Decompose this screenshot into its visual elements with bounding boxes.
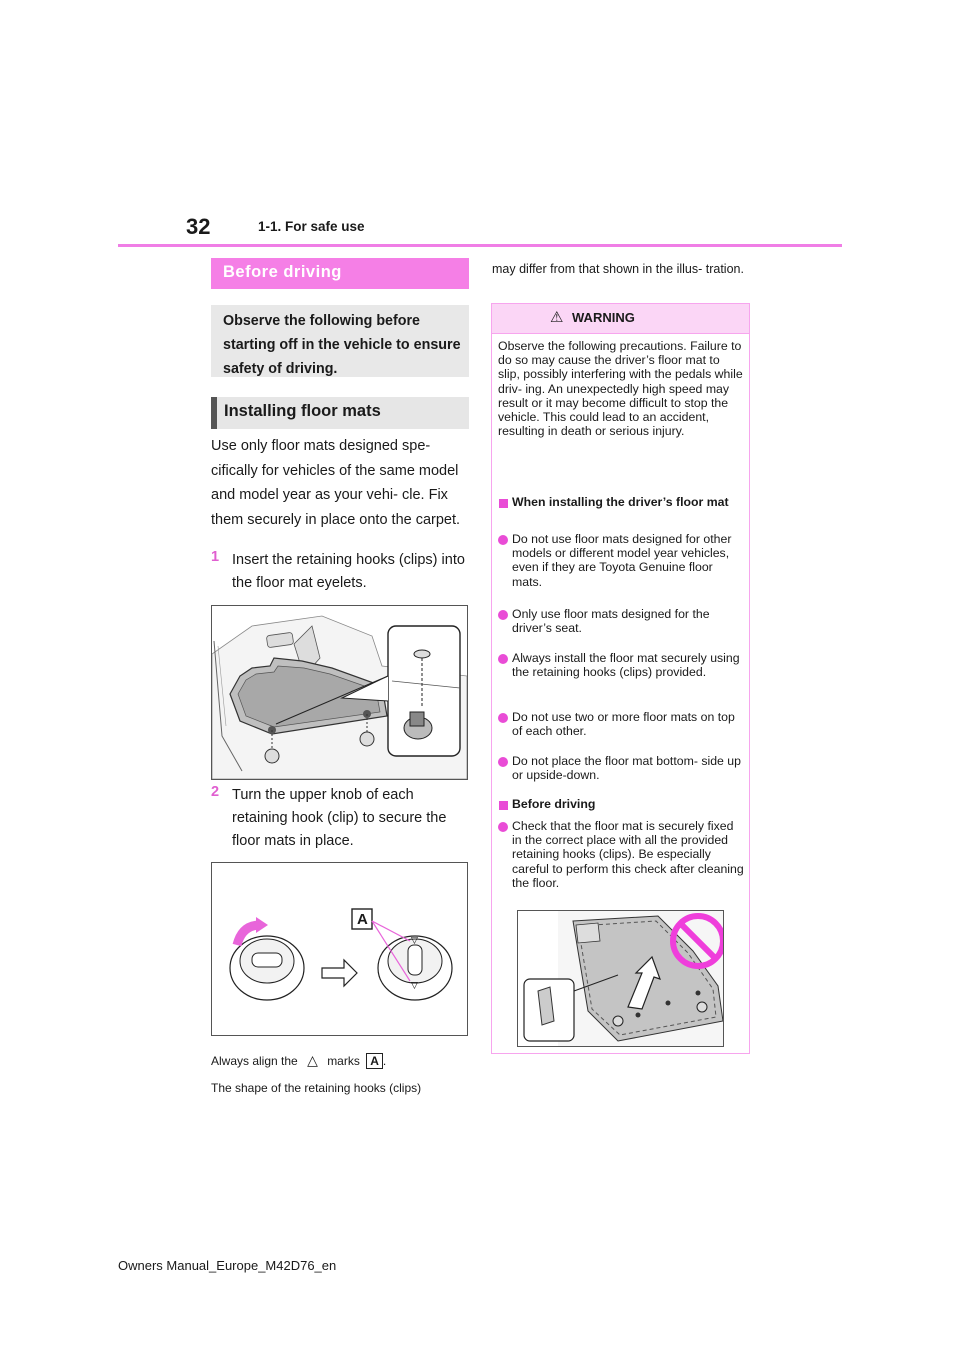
step-number: 1 [211, 549, 220, 565]
warning-item: Do not use floor mats designed for other models or different model year vehicles, even if they are Toyota Genuine floor mats. [512, 532, 732, 589]
marker-label: A [357, 911, 368, 928]
subsection-title: Installing floor mats [224, 402, 381, 420]
body-paragraph: Use only floor mats designed spe- cifically for vehicles of the same model and model year as your vehi- cle. Fix them securely in place onto the carpet. [211, 438, 461, 528]
caption-pre: Always align the [211, 1054, 298, 1068]
retaining-hook-drawing [212, 863, 467, 1035]
square-bullet-icon [499, 801, 508, 810]
shape-note: The shape of the retaining hooks (clips) [211, 1081, 422, 1095]
section-title: Before driving [223, 263, 342, 281]
bullet-icon [498, 757, 508, 767]
step-text: Insert the retaining hooks (clips) into the floor mat eyelets. [232, 552, 465, 591]
prohibited-placement-illustration [517, 910, 724, 1047]
caption-label: A [366, 1053, 383, 1069]
chapter-title: 1-1. For safe use [258, 219, 365, 234]
caption-post: . [382, 1054, 387, 1068]
floor-mat-illustration [211, 605, 468, 780]
bullet-icon [498, 610, 508, 620]
warning-item: Do not place the floor mat bottom- side up or upside-down. [512, 754, 741, 783]
bullet-icon [498, 654, 508, 664]
subsection-heading [211, 397, 469, 429]
step-number: 2 [211, 784, 220, 800]
bullet-icon [498, 822, 508, 832]
warning-item: Only use floor mats designed for the driver’s seat. [512, 607, 710, 636]
warning-intro: Observe the following precautions. Failure to do so may cause the driver’s floor mat to slip, possibly interfering with the pedals while driv- ing. An unexpectedly high speed may result or it may become difficult to stop the vehicle. This could lead to an accident, resulting in death or serious injury. [498, 339, 743, 439]
shape-note-continued: may differ from that shown in the illus- tration. [492, 262, 744, 276]
triangle-mark-icon: △ [307, 1052, 318, 1068]
page-number: 32 [186, 214, 211, 239]
floor-mat-drawing [212, 606, 467, 779]
bullet-icon [498, 713, 508, 723]
bullet-icon [498, 535, 508, 545]
prohibited-mat-drawing [518, 911, 723, 1046]
footer-text: Owners Manual_Europe_M42D76_en [118, 1258, 337, 1273]
svg-text:▽: ▽ [411, 936, 418, 946]
section-heading [211, 258, 469, 289]
square-bullet-icon [499, 499, 508, 508]
header-rule [118, 244, 842, 247]
caption [211, 1052, 386, 1069]
retaining-hook-illustration [211, 862, 468, 1036]
warning-group-title: Before driving [512, 797, 596, 811]
svg-text:▽: ▽ [411, 981, 418, 991]
warning-icon: ⚠ [550, 309, 564, 326]
warning-item: Check that the floor mat is securely fixed in the correct place with all the provided retaining hooks (clips). Be especially careful to perform this check after cleaning the floor. [512, 819, 744, 890]
caption-mid: marks [327, 1054, 360, 1068]
intro-box [211, 305, 469, 377]
warning-group-title: When installing the driver’s floor mat [512, 495, 729, 509]
warning-title: WARNING [572, 310, 635, 325]
step-text: Turn the upper knob of each retaining hook (clip) to secure the floor mats in place. [232, 787, 447, 849]
intro-text: Observe the following before starting off in the vehicle to ensure safety of driving. [223, 313, 461, 377]
warning-item: Do not use two or more floor mats on top of each other. [512, 710, 735, 739]
warning-item: Always install the floor mat securely using the retaining hooks (clips) provided. [512, 651, 740, 680]
warning-header [492, 304, 749, 334]
